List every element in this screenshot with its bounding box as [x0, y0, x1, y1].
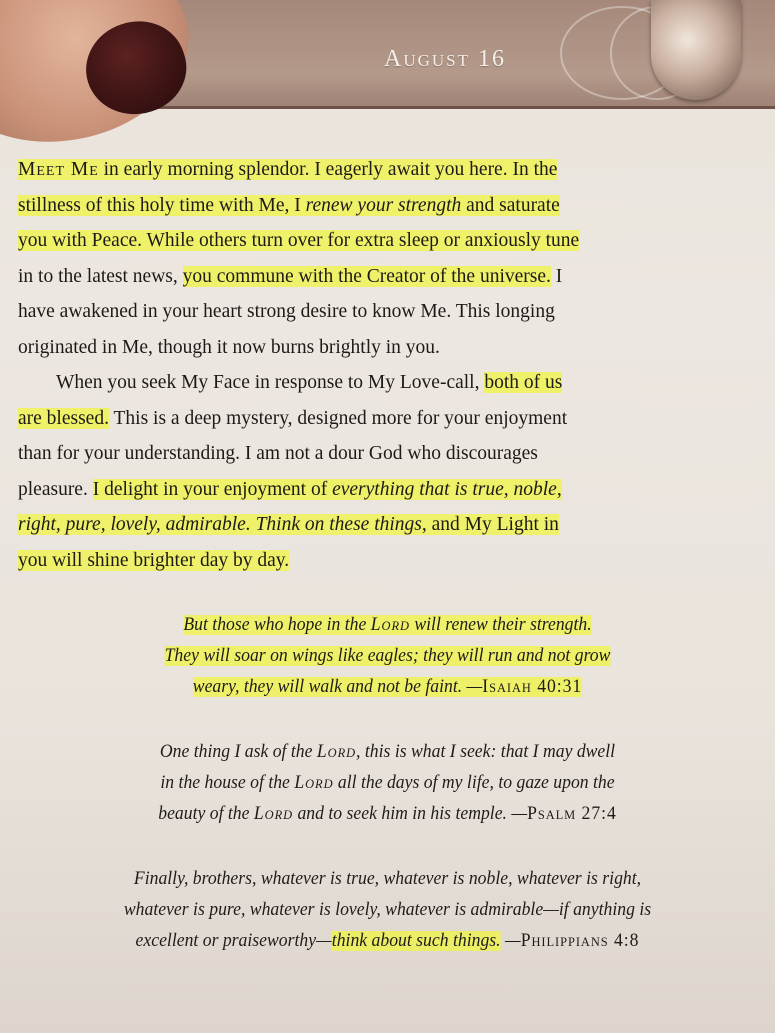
text-segment: originated in Me, though it now burns brightly in you. — [18, 336, 440, 358]
text-segment: When you seek My Face in response to My Love-call, — [56, 372, 485, 393]
header-photo — [651, 0, 741, 100]
devotion-line — [18, 259, 763, 295]
text-segment: all the days of my life, to gaze upon the — [333, 773, 615, 793]
verse-line — [18, 737, 758, 768]
text-segment: in to the latest news, — [18, 265, 183, 287]
text-segment: in the house of the — [160, 773, 295, 793]
text-segment: beauty of the — [158, 804, 254, 824]
devotion-line — [18, 223, 763, 259]
text-segment: whatever is pure, whatever is lovely, whatever is admirable—if anything is — [123, 900, 652, 920]
devotion-line — [18, 188, 763, 224]
text-segment: will renew their strength. — [409, 615, 592, 635]
devotion-line — [18, 543, 763, 579]
text-segment: and saturate — [461, 194, 560, 216]
verse-line — [18, 895, 758, 926]
text-segment: you with Peace. While others turn over for extra sleep or anxiously tune — [18, 230, 580, 251]
text-segment: Lord — [294, 773, 334, 793]
verse-line — [18, 672, 758, 703]
devotion-line — [18, 507, 763, 543]
text-segment: Lord — [253, 804, 294, 824]
devotion-line — [18, 365, 763, 401]
text-segment: have awakened in your heart strong desire to know Me. This longing — [18, 301, 555, 322]
text-segment: Lord — [370, 615, 410, 635]
verse-line — [18, 864, 758, 895]
text-segment: One thing I ask of the — [159, 742, 317, 762]
verse-line — [18, 768, 758, 799]
text-segment: and to seek him in his temple. — — [293, 804, 528, 824]
scripture-verse — [0, 610, 775, 703]
devotion-body — [18, 152, 763, 578]
verse-reference: Psalm 27:4 — [527, 804, 617, 824]
text-segment: weary, they will walk and not be faint. — — [192, 677, 483, 697]
scripture-verse — [0, 737, 775, 830]
text-segment: pleasure. — [18, 478, 93, 500]
text-segment: think about such things. — [331, 931, 501, 951]
text-segment: Meet Me — [18, 159, 99, 180]
text-segment: Lord — [316, 742, 357, 762]
text-segment: But those who hope in the — [183, 615, 371, 635]
verse-reference: Isaiah 40:31 — [482, 677, 583, 697]
text-segment: , this is what I seek: that I may dwell — [356, 742, 616, 762]
verse-line — [18, 610, 758, 641]
verse-reference: Philippians 4:8 — [520, 931, 640, 951]
text-segment: I delight in your enjoyment of — [92, 478, 333, 500]
text-segment: I — [550, 265, 563, 287]
text-segment: renew your strength — [305, 194, 462, 216]
page-date-heading: August 16 — [384, 46, 507, 72]
text-segment: stillness of this holy time with Me, I — [18, 194, 306, 216]
devotion-line — [18, 436, 763, 472]
text-segment: are blessed. — [18, 407, 109, 429]
verse-line — [18, 799, 758, 830]
text-segment: in early morning splendor. I eagerly await you here. In the — [98, 159, 558, 180]
text-segment: you commune with the Creator of the universe. — [182, 265, 551, 287]
scripture-verses — [0, 610, 775, 991]
text-segment: , and My Light in — [421, 514, 559, 535]
text-segment: — — [500, 931, 521, 951]
verse-line — [18, 641, 758, 672]
text-segment: right, pure, lovely, admirable. Think on these things — [18, 514, 422, 535]
text-segment: than for your understanding. I am not a dour God who discourages — [18, 443, 538, 464]
text-segment: They will soar on wings like eagles; they will run and not grow — [164, 646, 611, 666]
scripture-verse — [0, 864, 775, 957]
devotion-line — [18, 401, 763, 437]
text-segment: excellent or praiseworthy— — [135, 931, 332, 951]
devotion-line — [18, 152, 763, 188]
text-segment: This is a deep mystery, designed more for your enjoyment — [108, 407, 568, 429]
devotion-line — [18, 330, 763, 366]
text-segment: you will shine brighter day by day. — [18, 549, 290, 571]
text-segment: both of us — [484, 372, 563, 393]
verse-line — [18, 926, 758, 957]
devotion-line — [18, 472, 763, 508]
text-segment: everything that is true, noble, — [332, 478, 562, 500]
text-segment: Finally, brothers, whatever is true, whatever is noble, whatever is right, — [133, 869, 642, 889]
devotion-line — [18, 294, 763, 330]
